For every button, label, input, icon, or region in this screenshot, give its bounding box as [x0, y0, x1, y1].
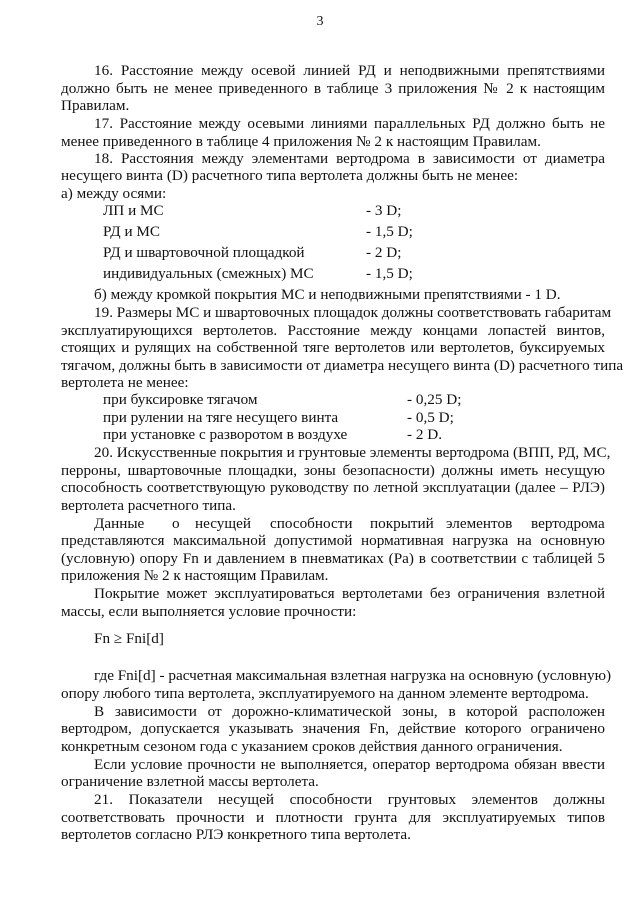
word: о: [172, 515, 180, 532]
text-line: В зависимости от дорожно-климатической зоны, в которой расположен: [94, 703, 605, 720]
word: способности: [270, 515, 353, 532]
page-number: 3: [316, 14, 324, 29]
table-value: - 2 D;: [366, 244, 402, 261]
text-line: массы, если выполняется условие прочности:: [61, 603, 357, 620]
text-line: Правилам.: [61, 97, 130, 114]
table-value: - 2 D.: [407, 426, 443, 443]
text-line: 20. Искусственные покрытия и грунтовые элементы вертодрома (ВПП, РД, МС,: [94, 444, 611, 461]
text-line: несущего винта (D) расчетного типа вертолета должны быть не менее:: [61, 167, 519, 184]
word: покрытий: [370, 515, 434, 532]
text-line: вертолетов согласно РЛЭ конкретного типа вертолета.: [61, 826, 411, 843]
word: Данные: [94, 515, 145, 532]
text-line: менее приведенного в таблице 4 приложения № 2 к настоящим Правилам.: [61, 133, 541, 150]
table-value: - 0,5 D;: [407, 409, 454, 426]
table-value: - 1,5 D;: [366, 265, 413, 282]
table-label: ЛП и МС: [103, 202, 164, 219]
table-label: РД и швартовочной площадкой: [103, 244, 305, 261]
text-line: вертолета расчетного типа.: [61, 497, 236, 514]
text-line: вертодром, допускается указывать значения Fn, действие которого ограничено: [61, 720, 605, 737]
word: вертодрома: [531, 515, 605, 532]
text-line: Покрытие может эксплуатироваться вертолетами без ограничения взлетной: [94, 585, 605, 602]
text-line: соответствовать прочности и плотности грунта для эксплуатируемых типов: [61, 809, 605, 826]
table-value: - 3 D;: [366, 202, 402, 219]
table-label: при рулении на тяге несущего винта: [103, 409, 339, 426]
text-line: а) между осями:: [61, 185, 167, 202]
text-line: приложения № 2 к настоящим Правилам.: [61, 567, 329, 584]
table-label: при буксировке тягачом: [103, 391, 258, 408]
text-line: тягачом, должны быть в зависимости от диаметра несущего винта (D) расчетного типа: [61, 357, 624, 374]
table-label: при установке с разворотом в воздухе: [103, 426, 348, 443]
table-label: индивидуальных (смежных) МС: [103, 265, 314, 282]
table-value: - 0,25 D;: [407, 391, 462, 408]
text-line: эксплуатирующихся вертолетов. Расстояние между концами лопастей винтов,: [61, 322, 605, 339]
text-line: 16. Расстояние между осевой линией РД и неподвижными препятствиями: [94, 62, 605, 79]
strength-formula: Fn ≥ Fni[d]: [94, 630, 164, 647]
text-line: (условную) опору Fn и давлением в пневматиках (Pa) в соответствии с таблицей 5: [61, 550, 605, 567]
text-line: стоящих и рулящих на собственной тяге вертолетов или вертолетов, буксируемых: [61, 339, 605, 356]
text-line: 17. Расстояние между осевыми линиями параллельных РД должно быть не: [94, 115, 605, 132]
text-line: представляются максимальной допустимой нормативная нагрузка на основную: [61, 532, 605, 549]
table-label: РД и МС: [103, 223, 161, 240]
word: элементов: [446, 515, 513, 532]
word: несущей: [195, 515, 251, 532]
table-value: - 1,5 D;: [366, 223, 413, 240]
text-line: 19. Размеры МС и швартовочных площадок должны соответствовать габаритам: [94, 304, 612, 321]
text-line: опору любого типа вертолета, эксплуатируемого на данном элементе вертодрома.: [61, 685, 589, 702]
text-line: конкретным сезоном года с указанием сроков действия данного ограничения.: [61, 738, 563, 755]
text-line: способность соответствующую руководству по летной эксплуатации (далее – РЛЭ): [61, 479, 605, 496]
text-line: где Fni[d] - расчетная максимальная взлетная нагрузка на основную (условную): [94, 667, 611, 684]
text-line: Если условие прочности не выполняется, оператор вертодрома обязан ввести: [94, 756, 605, 773]
text-line: ограничение взлетной массы вертолета.: [61, 773, 319, 790]
text-line: 18. Расстояния между элементами вертодрома в зависимости от диаметра: [94, 150, 605, 167]
text-line: должно быть не менее приведенного в таблице 3 приложения № 2 к настоящим: [61, 80, 605, 97]
paragraph-18b: б) между кромкой покрытия МС и неподвижными препятствиями - 1 D.: [94, 286, 561, 303]
text-line: перроны, швартовочные площадки, зоны безопасности) должны иметь несущую: [61, 462, 605, 479]
text-line: 21. Показатели несущей способности грунтовых элементов должны: [94, 791, 605, 808]
text-line: вертолета не менее:: [61, 374, 189, 391]
